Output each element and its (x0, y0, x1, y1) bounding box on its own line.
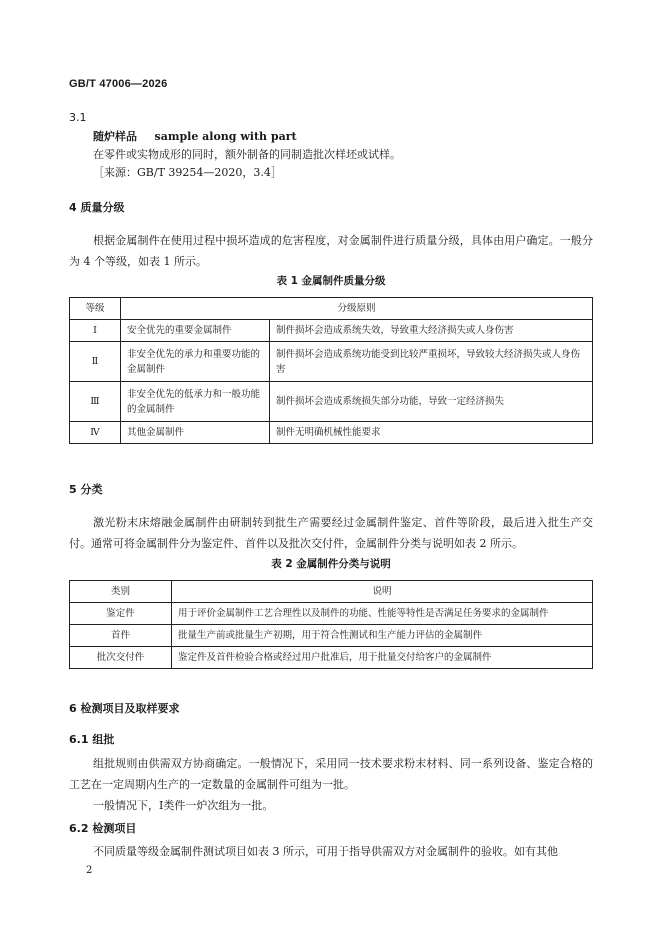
table-header: 等级 (70, 298, 121, 320)
term-source: ［来源：GB/T 39254—2020，3.4］ (93, 166, 282, 179)
table-row (70, 625, 593, 647)
table-cell-grade: Ⅰ (70, 320, 121, 342)
section-5-paragraph: 激光粉末床熔融金属制件由研制转到批生产需要经过金属制件鉴定、首件等阶段，最后进入批生产交付。通常可将金属制件分为鉴定件、首件以及批次交付件，金属制件分类与说明如表 2 所示。 (69, 516, 593, 550)
table-cell-class: 首件 (70, 625, 172, 647)
table-cell-description: 用于评价金属制件工艺合理性以及制件的功能、性能等特性是否满足任务要求的金属制件 (172, 603, 593, 625)
table-cell-category: 非安全优先的承力和重要功能的金属制件 (121, 342, 270, 382)
section-6-2-heading: 6.2 检测项目 (69, 822, 137, 835)
table-cell-category: 非安全优先的低承力和一般功能的金属制件 (121, 382, 270, 422)
table-row (70, 581, 593, 603)
table-cell-description: 鉴定件及首件检验合格或经过用户批准后，用于批量交付给客户的金属制件 (172, 647, 593, 669)
table-row (70, 647, 593, 669)
table-row (70, 382, 593, 422)
section-6-1-heading: 6.1 组批 (69, 733, 115, 746)
term-definition: 在零件或实物成形的同时，额外制备的同制造批次样坯或试样。 (93, 148, 401, 161)
page-number: 2 (86, 865, 93, 876)
standard-code: GB/T 47006—2026 (69, 78, 168, 90)
table-2-caption: 表 2 金属制件分类与说明 (271, 558, 391, 570)
table-cell-grade: Ⅳ (70, 422, 121, 444)
table-2 (69, 580, 593, 669)
table-header: 类别 (70, 581, 172, 603)
table-row (70, 422, 593, 444)
table-row (70, 320, 593, 342)
table-1-caption: 表 1 金属制件质量分级 (276, 275, 386, 287)
section-5-heading: 5 分类 (69, 483, 103, 496)
section-4-paragraph: 根据金属制件在使用过程中损坏造成的危害程度，对金属制件进行质量分级，具体由用户确定。一般分为 4 个等级，如表 1 所示。 (69, 234, 593, 268)
table-row (70, 298, 593, 320)
table-cell-principle: 制件无明确机械性能要求 (270, 422, 593, 444)
table-cell-class: 鉴定件 (70, 603, 172, 625)
section-6-heading: 6 检测项目及取样要求 (69, 702, 180, 715)
table-cell-grade: Ⅱ (70, 342, 121, 382)
clause-number-3-1: 3.1 (69, 111, 87, 124)
table-header: 分级原则 (121, 298, 593, 320)
table-cell-category: 安全优先的重要金属制件 (121, 320, 270, 342)
section-6-1-paragraph-2: 一般情况下，Ⅰ类件一炉次组为一批。 (93, 799, 274, 812)
table-cell-class: 批次交付件 (70, 647, 172, 669)
section-4-heading: 4 质量分级 (69, 201, 125, 214)
table-cell-principle: 制件损坏会造成系统损失部分功能，导致一定经济损失 (270, 382, 593, 422)
table-row (70, 603, 593, 625)
term-zh: 随炉样品 (93, 130, 137, 143)
section-6-2-paragraph: 不同质量等级金属制件测试项目如表 3 所示，可用于指导供需双方对金属制件的验收。如有其他 (93, 845, 558, 858)
term-entry (93, 128, 297, 144)
table-cell-category: 其他金属制件 (121, 422, 270, 444)
table-cell-description: 批量生产前或批量生产初期，用于符合性测试和生产能力评估的金属制件 (172, 625, 593, 647)
table-row (70, 342, 593, 382)
table-cell-grade: Ⅲ (70, 382, 121, 422)
section-6-1-paragraph: 组批规则由供需双方协商确定。一般情况下，采用同一技术要求粉末材料、同一系列设备、鉴定合格的工艺在一定周期内生产的一定数量的金属制件可组为一批。 (69, 757, 593, 791)
term-en: sample along with part (154, 130, 297, 143)
table-cell-principle: 制件损坏会造成系统功能受到比较严重损坏，导致较大经济损失或人身伤害 (270, 342, 593, 382)
table-1 (69, 297, 593, 444)
table-cell-principle: 制件损坏会造成系统失效，导致重大经济损失或人身伤害 (270, 320, 593, 342)
table-header: 说明 (172, 581, 593, 603)
